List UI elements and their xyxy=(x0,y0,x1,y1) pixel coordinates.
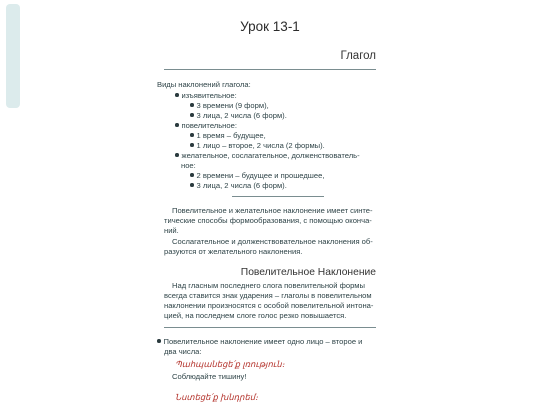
bullet-icon xyxy=(175,93,179,97)
divider xyxy=(164,69,376,70)
mood-item xyxy=(175,151,360,161)
mood-subitem xyxy=(190,101,269,111)
example-armenian: Նստեցե՛ք խնդրեմ։ xyxy=(175,392,258,402)
example-armenian: Պահպանեցե՛ք լռություն։ xyxy=(175,359,285,369)
mood-subitem xyxy=(190,181,287,191)
bullet-icon xyxy=(190,103,194,107)
bullet-icon xyxy=(157,339,161,343)
mood-subitem xyxy=(190,171,324,181)
paragraph3-line: всегда ставится знак ударения – глаголы в повелительном xyxy=(164,291,372,300)
moods-intro: Виды наклонений глагола: xyxy=(157,80,251,89)
lesson-title: Урок 13-1 xyxy=(240,19,300,34)
mood-label: изъявительное: xyxy=(181,91,237,100)
divider xyxy=(164,327,376,328)
mood-label-cont: ное: xyxy=(181,161,196,170)
mood-label: повелительное: xyxy=(181,121,237,130)
mood-subitem-text: 3 лица, 2 числа (6 форм). xyxy=(196,181,287,190)
mood-subitem xyxy=(190,111,287,121)
bullet-icon xyxy=(190,133,194,137)
mood-subitem xyxy=(190,141,325,151)
note-text: Повелительное наклонение имеет одно лицо – второе и xyxy=(163,337,363,346)
mood-subitem-text: 1 время – будущее, xyxy=(196,131,266,140)
mood-label: желательное, сослагательное, долженствователь- xyxy=(181,151,360,160)
subheading: Повелительное Наклонение xyxy=(240,267,376,278)
note-line: два числа: xyxy=(164,347,202,356)
mood-subitem-text: 2 времени – будущее и прошедшее, xyxy=(196,171,325,180)
bullet-icon xyxy=(175,123,179,127)
mood-item xyxy=(175,91,237,101)
mood-subitem-text: 1 лицо – второе, 2 числа (2 формы). xyxy=(196,141,325,150)
bullet-icon xyxy=(190,113,194,117)
short-divider xyxy=(232,196,324,197)
mood-subitem xyxy=(190,131,266,141)
paragraph1-line: ний. xyxy=(164,226,179,235)
paragraph1-line: Повелительное и желательное наклонение имеет синте- xyxy=(172,206,373,215)
mood-item xyxy=(175,121,237,131)
paragraph3-line: наклонении произносятся с особой повелительной интона- xyxy=(164,301,374,310)
section-title: Глагол xyxy=(340,50,376,62)
note-line xyxy=(157,337,362,347)
bullet-icon xyxy=(175,153,179,157)
paragraph1-line: тические способы формообразования, с помощью оконча- xyxy=(164,216,372,225)
mood-subitem-text: 3 времени (9 форм), xyxy=(196,101,269,110)
bullet-icon xyxy=(190,173,194,177)
paragraph3-line: цией, на последнем слоге голос резко повышается. xyxy=(164,311,347,320)
bullet-icon xyxy=(190,143,194,147)
example-russian: Соблюдайте тишину! xyxy=(172,372,247,381)
mood-subitem-text: 3 лица, 2 числа (6 форм). xyxy=(196,111,287,120)
paragraph3-line: Над гласным последнего слога повелительной формы xyxy=(172,281,365,290)
paragraph2-line: Сослагательное и долженствовательное наклонения об- xyxy=(172,237,373,246)
bullet-icon xyxy=(190,183,194,187)
paragraph2-line: разуются от желательного наклонения. xyxy=(164,247,303,256)
